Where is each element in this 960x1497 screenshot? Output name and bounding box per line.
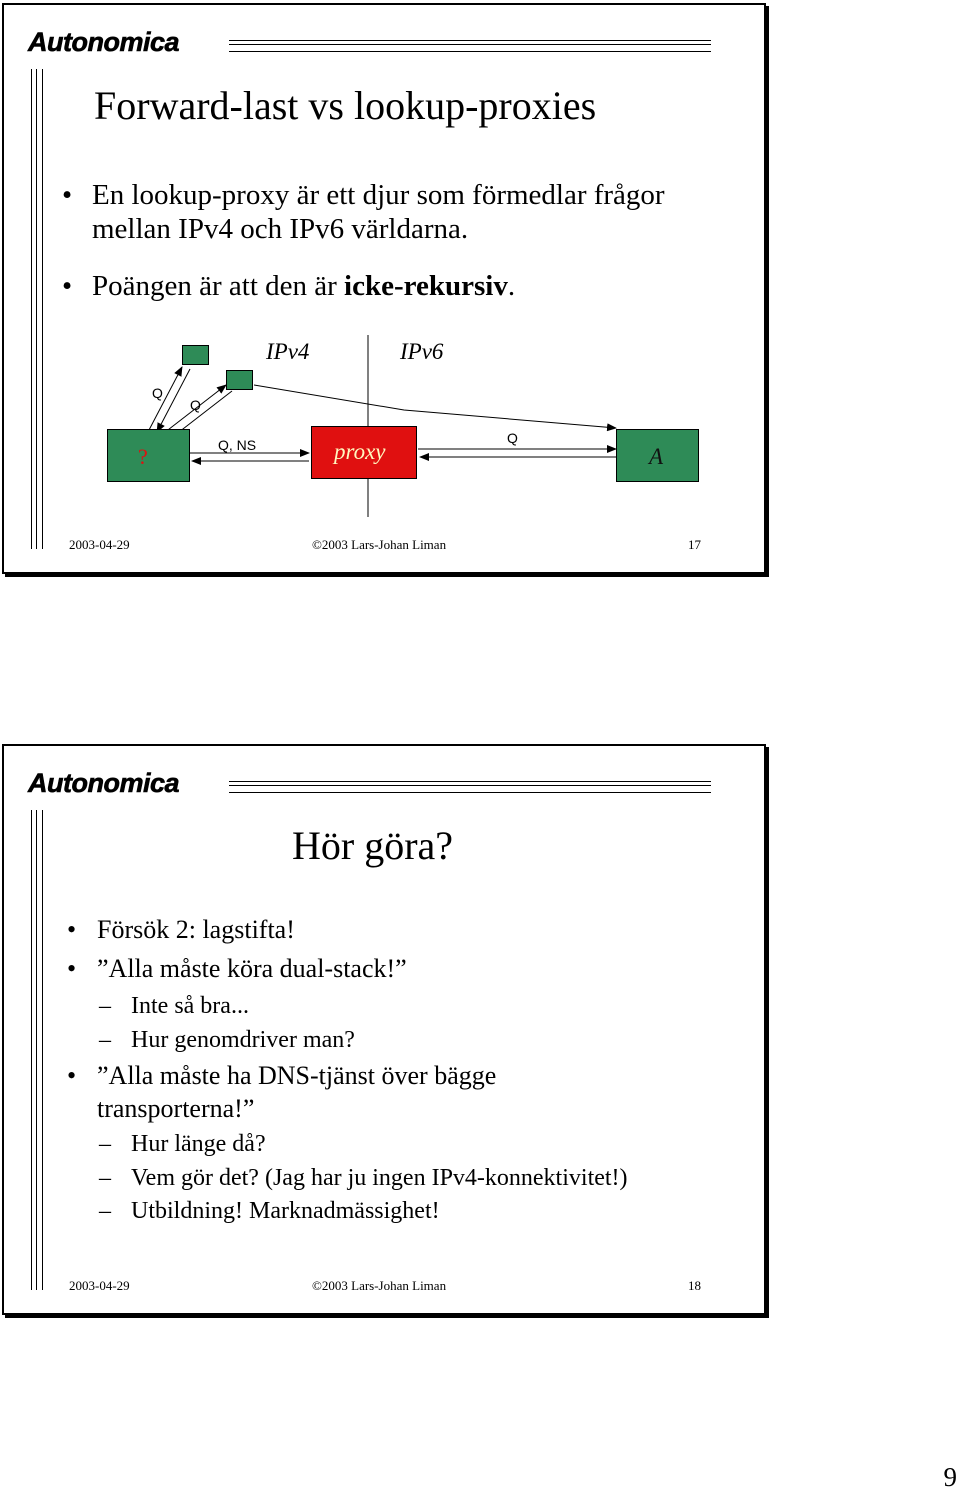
header-rule [229, 781, 711, 793]
answer-box: A [616, 429, 699, 482]
server-box-1 [182, 345, 209, 365]
bullet-dns-tjanst: • ”Alla måste ha DNS-tjänst över bägge transporterna!” [67, 1061, 497, 1123]
slide-18 [2, 744, 766, 1315]
bullet-icke-rekursiv: • Poängen är att den är icke-rekursiv. [62, 270, 516, 302]
bullet-dual-stack: • ”Alla måste köra dual-stack!” [67, 954, 407, 983]
autonomica-logo: Autonomica [28, 768, 180, 798]
sub-vem-gor: – Vem gör det? (Jag har ju ingen IPv4-konnektivitet!) [99, 1165, 628, 1191]
ipv6-label: IPv6 [400, 339, 444, 364]
footer-date: 2003-04-29 [69, 537, 130, 552]
slide-title: Forward-last vs lookup-proxies [94, 83, 597, 128]
footer-copyright: ©2003 Lars-Johan Liman [312, 1278, 447, 1293]
footer-slide-number: 17 [688, 537, 701, 552]
ipv4-label: IPv4 [266, 339, 310, 364]
proxy-box: proxy [311, 426, 417, 479]
footer-slide-number: 18 [688, 1278, 701, 1293]
proxy-diagram [4, 5, 764, 572]
bullet-forsok: • Försök 2: lagstifta! [67, 915, 295, 944]
page-number: 9 [943, 1462, 957, 1492]
server-box-2 [226, 370, 253, 390]
sub-utbildning: – Utbildning! Marknadmässighet! [99, 1198, 440, 1224]
footer-copyright: ©2003 Lars-Johan Liman [312, 537, 447, 552]
q-label-3: Q [507, 430, 518, 446]
autonomica-logo: Autonomica [28, 27, 180, 57]
client-box: ? [107, 429, 190, 482]
slide-title: Hör göra? [292, 823, 454, 868]
q-ns-label: Q, NS [218, 437, 257, 453]
sub-genomdriver: – Hur genomdriver man? [99, 1027, 355, 1053]
sub-hur-lange: – Hur länge då? [99, 1131, 266, 1157]
slide-17 [2, 3, 766, 574]
side-rule [31, 810, 43, 1290]
q-label-2: Q [190, 397, 201, 413]
bullet-lookup-proxy: • En lookup-proxy är ett djur som förmedlar frågor mellan IPv4 och IPv6 världarna. [62, 179, 665, 245]
q-label-1: Q [152, 385, 163, 401]
sub-inte-sa-bra: – Inte så bra... [99, 993, 249, 1019]
arrow-top-to-answer [254, 385, 616, 428]
footer-date: 2003-04-29 [69, 1278, 130, 1293]
